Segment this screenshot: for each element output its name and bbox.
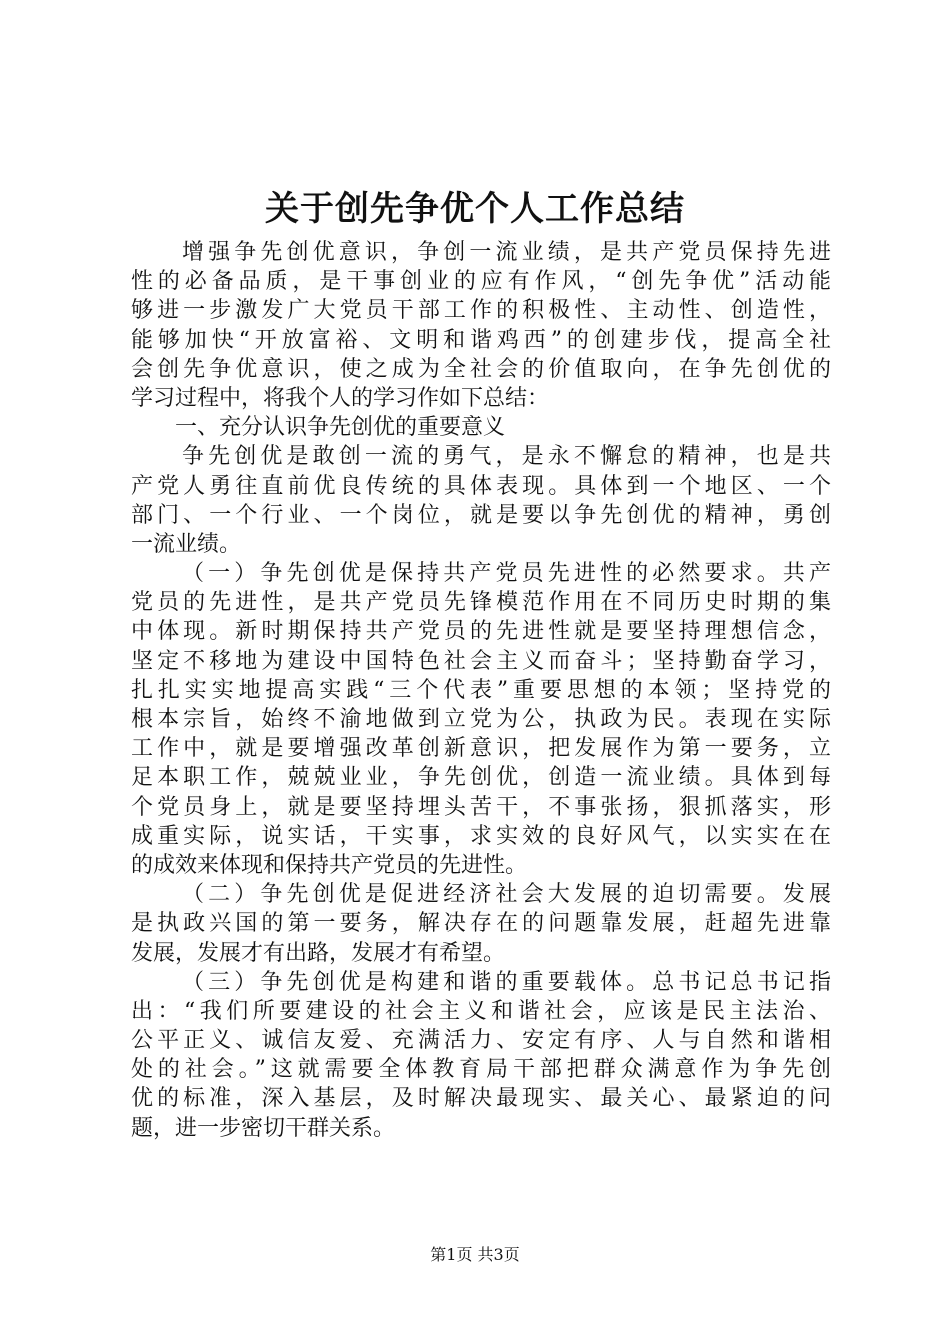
text-line: 的成效来体现和保持共产党员的先进性。	[131, 852, 528, 878]
text-line: 公平正义、诚信友爱、充满活力、安定有序、人与自然和谐相	[131, 1028, 831, 1054]
text-line: 发展，发展才有出路，发展才有希望。	[131, 940, 506, 966]
text-line: 产党人勇往直前优良传统的具体表现。具体到一个地区、一个	[131, 473, 831, 499]
text-line: 工作中，就是要增强改革创新意识，把发展作为第一要务，立	[131, 736, 831, 762]
text-line: 坚定不移地为建设中国特色社会主义而奋斗；坚持勤奋学习，	[131, 648, 831, 674]
text-line: 题，进一步密切干群关系。	[131, 1115, 396, 1141]
text-line: 个党员身上，就是要坚持埋头苦干，不事张扬，狠抓落实，形	[131, 794, 831, 820]
text-line: （一）争先创优是保持共产党员先进性的必然要求。共产	[182, 561, 831, 587]
text-line: 根本宗旨，始终不渝地做到立党为公，执政为民。表现在实际	[131, 707, 831, 732]
text-line: 够进一步激发广大党员干部工作的积极性、主动性、创造性，	[131, 298, 831, 324]
text-line: 中体现。新时期保持共产党员的先进性就是要坚持理想信念，	[131, 619, 831, 645]
text-line: 能够加快“开放富裕、文明和谐鸡西”的创建步伐，提高全社	[131, 327, 831, 353]
text-line: （二）争先创优是促进经济社会大发展的迫切需要。发展	[182, 882, 831, 908]
text-line: 出：“我们所要建设的社会主义和谐社会，应该是民主法治、	[131, 998, 831, 1024]
document-title: 关于创先争优个人工作总结	[265, 189, 685, 229]
section-heading: 一、充分认识争先创优的重要意义	[175, 415, 506, 441]
text-line: 一流业绩。	[131, 531, 242, 557]
text-line: 优的标准，深入基层，及时解决最现实、最关心、最紧迫的问	[131, 1086, 831, 1112]
text-line: 党员的先进性，是共产党员先锋模范作用在不同历史时期的集	[131, 590, 831, 616]
text-line: 处的社会。”这就需要全体教育局干部把群众满意作为争先创	[131, 1057, 831, 1083]
text-line: 性的必备品质，是干事创业的应有作风，“创先争优”活动能	[131, 269, 831, 295]
text-line: 增强争先创优意识，争创一流业绩，是共产党员保持先进	[182, 240, 831, 265]
page-footer: 第1页 共3页	[430, 1245, 520, 1264]
text-line: 成重实际，说实话，干实事，求实效的良好风气，以实实在在	[131, 823, 831, 849]
text-line: 是执政兴国的第一要务，解决存在的问题靠发展，赶超先进靠	[131, 911, 831, 937]
document-body	[131, 238, 831, 1143]
text-line: 足本职工作，兢兢业业，争先创优，创造一流业绩。具体到每	[131, 765, 831, 791]
text-line: 扎扎实实地提高实践“三个代表”重要思想的本领；坚持党的	[131, 677, 831, 703]
text-line: 争先创优是敢创一流的勇气，是永不懈怠的精神，也是共	[182, 444, 831, 470]
text-line: 学习过程中，将我个人的学习作如下总结：	[131, 385, 550, 411]
text-line: 会创先争优意识，使之成为全社会的价值取向，在争先创优的	[131, 356, 831, 382]
text-line: （三）争先创优是构建和谐的重要载体。总书记总书记指	[182, 969, 831, 995]
text-line: 部门、一个行业、一个岗位，就是要以争先创优的精神，勇创	[131, 502, 831, 528]
